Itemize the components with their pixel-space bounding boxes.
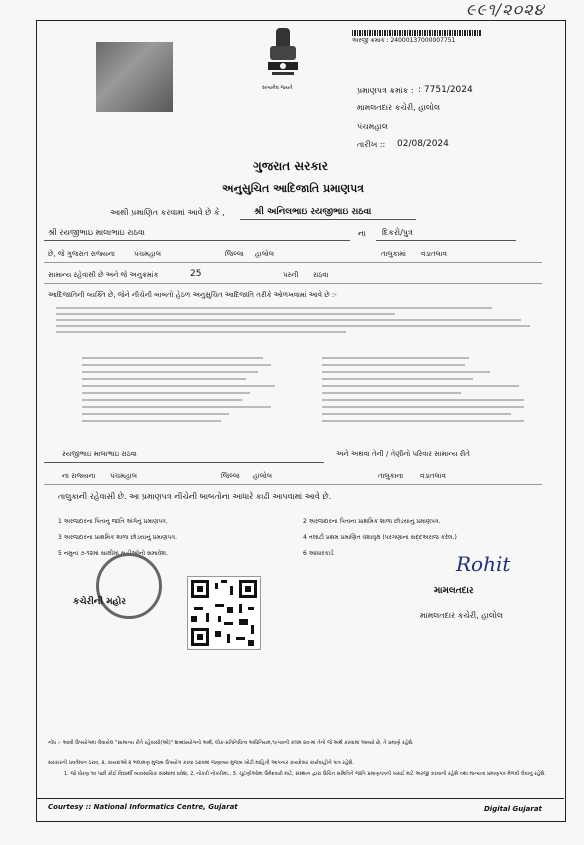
issuing-office: મામલતદાર કચેરી, હાલોલ [357,103,441,112]
relation-label: ના [358,229,366,238]
certify-text: આથી પ્રમાણિત કરવામાં આવે છે કે , [110,208,225,217]
government-title: ગુજરાત સરકાર [253,159,328,173]
caste-value: રાઠવા [313,271,329,279]
relation-value: દિકરો/પુત્ર [382,228,413,237]
fine-print-block-1 [56,303,540,337]
issuing-district: પંચમહાલ [357,122,388,131]
doc-item-4: 4 તલાટી પ્રથમ પ્રમાણિત વંશાવૃક્ષ (પરગણાના સદ્દઅરાજ કરેલ.) [303,534,457,541]
serial-number: 25 [190,269,202,279]
basis-text: તાલુકાની રહેવાસી છે. આ પ્રમાણપત્ર નીચેની બાબતોના આધારે કાઢી આપવામાં આવે છે. [58,492,332,501]
taluka-value: વડાતલાવ [421,250,447,258]
declaration-text: આદિજાતિની વ્યક્તિ છે, જેને નીચેની બાબતો હેઠળ અનુસુચિત આદિજાતિ તરીકે ઓળખવામાં આવે છે :- [48,291,337,299]
application-number: અરજી ક્રમાંક : 240001370000077​51 [352,37,456,44]
doc-item-1: 1 અરજદારના પિતાનું જાતિ અંગેનું પ્રમાણપત્ર. [58,518,168,525]
signature: Rohit [456,552,511,576]
footer-divider [36,798,564,799]
usage-text-2: 1. જો ધોરણ ૧૦ પછી કોઈ વિદ્યાર્થી વ્યવસાયિક સંસ્થામાં પ્રવેશ, 2. નોકરી નોકરીમાં., 3. ચૂંટણીઓમાં ઉમેદવારી માટે, સંસ્થાન દ્વારા ઉચિત સમિતિને જાતિ પ્રમાણપત્રની ખરાઈ માટે અરજી કરવાની રહેશે તથા માન્યતા પ્રમાણપત્ર મેળવી લેવાનું રહેશે. [64,771,546,777]
district2-label: જિલ્લા [221,472,240,480]
signatory-title: મામલતદાર [434,586,474,596]
village-value: પંચમહાલ [110,472,138,480]
taluka2-value: વડાતલાવ [420,472,446,480]
resident-name: રયજીભાઇ માલાભાઇ રાઠવા [62,450,137,458]
village-label: ના રાજ્યના [62,472,96,480]
doc-item-6: 6 આધારકાર્ડ [303,550,334,557]
seal-label: કચેરીની મહોર [73,597,126,607]
state-district: પંચમહાલ [134,250,162,258]
doc-item-5: 5 નમુના ૭-૧૨માં સાક્ષીમાં સહીઓનો સમાવેશ. [58,550,168,557]
district2-value: હાલોલ [253,472,273,480]
family-text: અને અથવા તેની / તેણીનો પરિવાર સામાન્ય રીતે [336,450,470,458]
date-label: તારીખ :: [357,140,386,149]
office-seal [96,553,162,619]
handwritten-number: ૯૯૧/૨૦૨૪ [466,0,545,19]
fine-print-left [82,352,292,427]
district-value: હાલોલ [255,250,275,258]
note-text: નોંધ :- આવી ઉપયોગમાં લેવાયેલ "સામાન્ય રીતે રહેવાસી(ઓ)" શબ્દપ્રયોગનો અર્થ, લોક-પ્રતિનિધિત્વ અધિનિયમ,૧૯૫૦ની કલમ ૨૦-માં તેનો જે અર્થ કરવામાં આવ્યો છે, તે પ્રમાણે રહેશે. [48,740,414,746]
applicant-name: શ્રી અનિલભાઇ રયજીભાઇ રાઠવા [254,207,372,217]
certificate-title: અનુસુચિત આદિજાતિ પ્રમાણપત્ર [222,182,365,195]
courtesy-text: Courtesy :: National Informatics Centre, Gujarat [48,803,238,811]
state-text: છે, જે ગુજરાત રાજ્યના [48,250,115,258]
usage-text: સરકારની પ્રવર્તમાન ઠરાવ, ૨, કાયદાઓ ૨ ભલામણ મુજબ ઉપયોગ કરવા ઠરાવમાં જણાવ્યા મુજબ ખોટી માહિતી આપનાર કાયદેસર કાર્યવાહીને પાત્ર રહેશે. [48,760,355,766]
issue-date: 02/08/2024 [397,139,449,149]
doc-item-3: 3 અરજદારના પ્રાથમિક શાળા છોડયાનું પ્રમાણપત્ર. [58,534,177,541]
qr-code [187,576,261,650]
national-emblem-icon [262,26,304,86]
caste-label: પરની [283,271,299,279]
signatory-office: મામલતદાર કચેરી, હાલોલ [420,611,504,620]
doc-item-2: 2 અરજદારના પિતાના પ્રાથમિક શાળા છોડયાનું પ્રમાણપત્ર. [303,518,441,525]
taluka2-label: તાલુકાના [378,472,404,480]
cert-number-label: પ્રમાણપત્ર ક્રમાંક : [357,86,414,95]
digital-gujarat-text: Digital Gujarat [484,805,542,813]
applicant-photo [96,42,173,112]
emblem-motto: સત્યમેવ જયતે [262,85,293,91]
years-text: સામાન્ય રહેવાસી છે અને જે અનુક્રમાંક [48,271,159,279]
fine-print-right [322,352,532,427]
cert-number: : 7751/2024 [418,85,473,95]
district-label: જિલ્લા [225,250,244,258]
father-name: શ્રી રયજીભાઇ માલાભાઇ રાઠવા [48,228,145,237]
barcode [352,30,482,36]
taluka-label: તાલુકામાં [381,250,406,258]
